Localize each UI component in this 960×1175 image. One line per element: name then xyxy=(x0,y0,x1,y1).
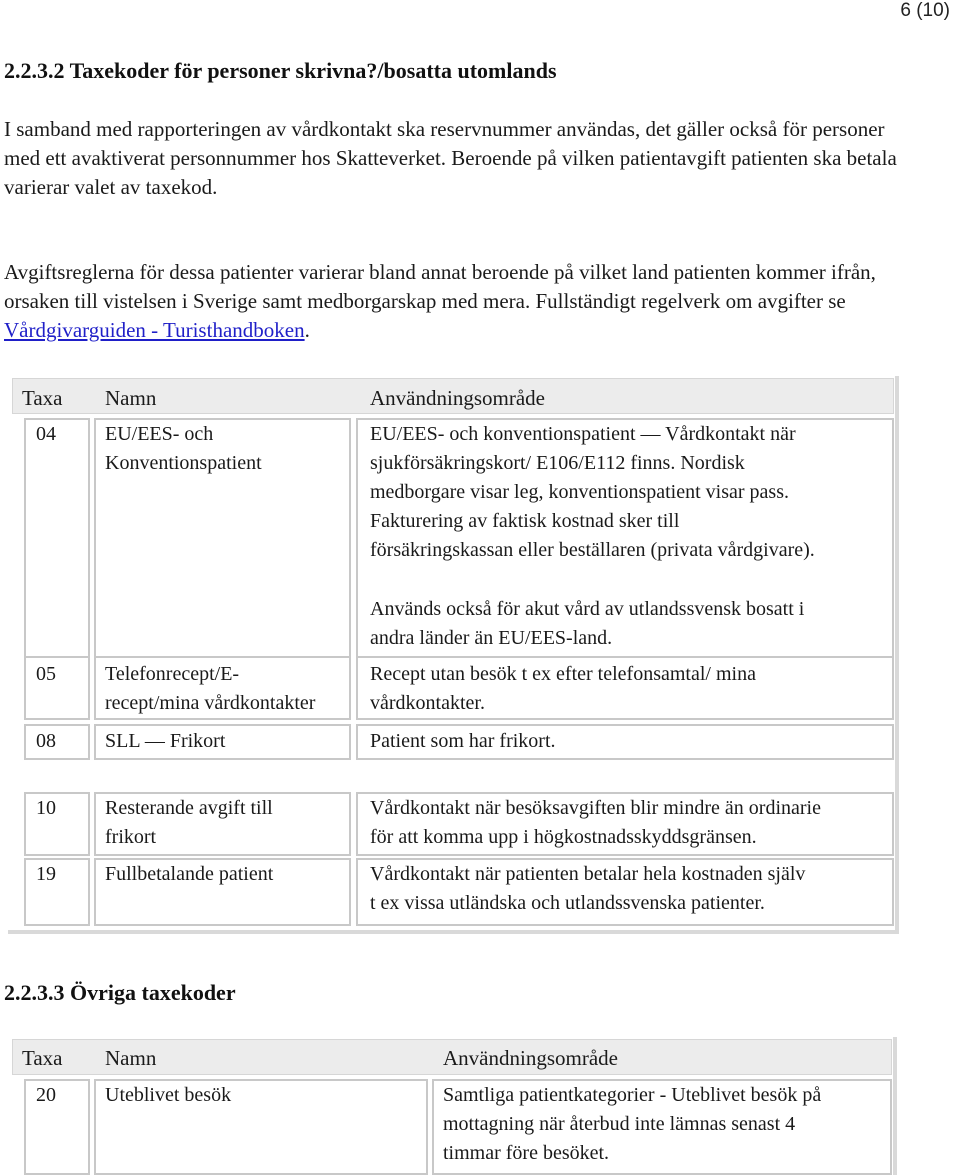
table-shadow xyxy=(895,376,899,934)
intro-paragraph: I samband med rapporteringen av vårdkontakt ska reservnummer användas, det gäller också för personer med ett avaktiverat personnummer hos Skatteverket. Beroende på vilken patientavgift patienten ska betala varierar valet av taxekod. xyxy=(4,117,897,199)
header-anvandningsomrade: Användningsområde xyxy=(370,386,545,410)
usage-line: andra länder än EU/EES-land. xyxy=(370,627,613,649)
taxa-name-line: recept/mina vårdkontakter xyxy=(105,692,316,714)
cell-code xyxy=(24,656,90,720)
taxa-code: 19 xyxy=(36,863,56,885)
cell-code xyxy=(24,792,90,856)
usage-line: försäkringskassan eller beställaren (privata vårdgivare). xyxy=(370,539,815,561)
usage-line: mottagning när återbud inte lämnas senast 4 xyxy=(443,1113,796,1135)
usage-line: t ex vissa utländska och utlandssvenska patienter. xyxy=(370,892,765,914)
turisthandboken-link[interactable]: Vårdgivarguiden - Turisthandboken xyxy=(4,318,305,342)
table-shadow xyxy=(8,930,899,934)
usage-line: EU/EES- och konventionspatient — Vårdkontakt när xyxy=(370,423,796,445)
taxa-code: 08 xyxy=(36,730,56,752)
fee-rules-end: . xyxy=(304,318,310,342)
usage-line: Används också för akut vård av utlandssvensk bosatt i xyxy=(370,598,805,620)
usage-line: Vårdkontakt när patienten betalar hela kostnaden själv xyxy=(370,863,806,885)
usage-line: Samtliga patientkategorier - Uteblivet besök på xyxy=(443,1084,822,1106)
taxa-name-line: frikort xyxy=(105,826,157,848)
taxa-name-line: Uteblivet besök xyxy=(105,1084,232,1106)
taxa-name-line: Telefonrecept/E- xyxy=(105,663,240,685)
taxa-name-line: SLL — Frikort xyxy=(105,730,226,752)
section-heading-2-2-3-3: 2.2.3.3 Övriga taxekoder xyxy=(4,980,236,1005)
usage-line: Vårdkontakt när besöksavgiften blir mindre än ordinarie xyxy=(370,797,821,819)
usage-line: medborgare visar leg, konventionspatient visar pass. xyxy=(370,481,789,503)
header-namn: Namn xyxy=(105,1046,157,1070)
usage-line: för att komma upp i högkostnadsskyddsgränsen. xyxy=(370,826,757,848)
fee-rules-text: Avgiftsreglerna för dessa patienter varierar bland annat beroende på vilket land patienten kommer ifrån, orsaken till vistelsen i Sverige samt medborgarskap med mera. Fullständigt regelverk om avgifter se xyxy=(4,260,876,313)
taxa-name-line: Konventionspatient xyxy=(105,452,262,474)
usage-line: vårdkontakter. xyxy=(370,692,485,714)
fee-rules-paragraph xyxy=(4,258,924,345)
header-anvandningsomrade: Användningsområde xyxy=(443,1046,618,1070)
usage-line: timmar före besöket. xyxy=(443,1142,610,1164)
taxa-code: 10 xyxy=(36,797,56,819)
section-heading-2-2-3-2: 2.2.3.2 Taxekoder för personer skrivna?/bosatta utomlands xyxy=(4,58,557,83)
usage-line: Patient som har frikort. xyxy=(370,730,556,752)
usage-line: Recept utan besök t ex efter telefonsamtal/ mina xyxy=(370,663,756,685)
usage-line: sjukförsäkringskort/ E106/E112 finns. Nordisk xyxy=(370,452,745,474)
taxa-name-line: EU/EES- och xyxy=(105,423,214,445)
cell-code xyxy=(24,418,90,658)
header-namn: Namn xyxy=(105,386,157,410)
usage-line: Fakturering av faktisk kostnad sker till xyxy=(370,510,680,532)
taxa-name-line: Resterande avgift till xyxy=(105,797,273,819)
header-taxa: Taxa xyxy=(22,1046,63,1070)
cell-code xyxy=(24,858,90,926)
taxa-code: 05 xyxy=(36,663,56,685)
table-shadow xyxy=(893,1037,897,1175)
cell-code xyxy=(24,724,90,760)
taxa-name-line: Fullbetalande patient xyxy=(105,863,274,885)
taxa-code: 04 xyxy=(36,423,56,445)
page-number: 6 (10) xyxy=(900,0,950,21)
cell-code xyxy=(24,1079,90,1175)
header-taxa: Taxa xyxy=(22,386,63,410)
taxa-code: 20 xyxy=(36,1084,56,1106)
